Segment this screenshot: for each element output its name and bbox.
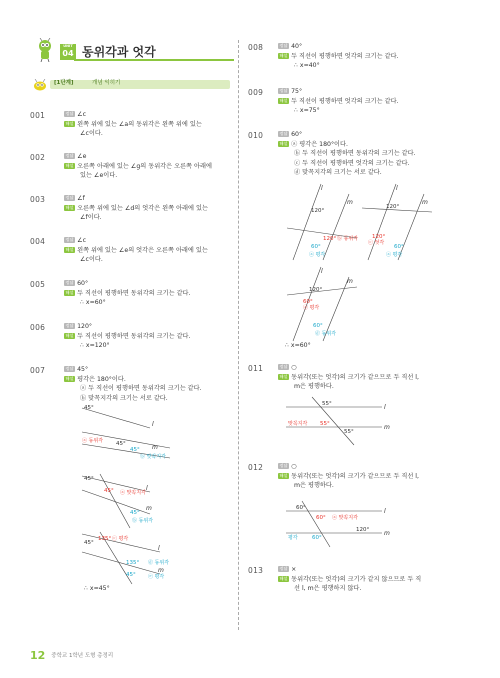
answer-text: 60° bbox=[77, 280, 89, 287]
explain-conclusion: ∴ x=75° bbox=[294, 107, 320, 115]
explain-line: ∠f이다. bbox=[80, 214, 102, 222]
explain-tag: 해설 bbox=[65, 204, 74, 210]
angle-label: 135° bbox=[126, 560, 140, 566]
problem-number: 009 bbox=[248, 88, 264, 97]
explain-tag: 해설 bbox=[65, 332, 74, 338]
problem-number: 012 bbox=[248, 463, 264, 472]
angle-note: ⓒ 평각 bbox=[112, 536, 129, 542]
angle-label: 60° bbox=[303, 299, 313, 305]
angle-label: 45° bbox=[116, 441, 126, 447]
answer-tag: 정답 bbox=[65, 237, 74, 242]
line-m-label: m bbox=[384, 530, 390, 537]
problem-body bbox=[64, 152, 222, 181]
angle-label: 60° bbox=[316, 515, 326, 521]
line-l-label: l bbox=[384, 404, 386, 411]
problem-body bbox=[278, 565, 436, 594]
problem-body bbox=[64, 279, 222, 308]
angle-label: 120° bbox=[372, 234, 386, 240]
explain-line: 오른쪽 위에 있는 ∠d의 엇각은 왼쪽 아래에 있는 bbox=[77, 204, 208, 212]
problem-body bbox=[64, 322, 222, 351]
answer-text: ∠c bbox=[77, 111, 87, 118]
angle-label: 55° bbox=[320, 421, 330, 427]
explain-line: 있는 ∠e이다. bbox=[80, 172, 118, 180]
problem-body bbox=[64, 194, 222, 223]
parallel-lines-diagram bbox=[360, 182, 435, 262]
problem-number: 011 bbox=[248, 364, 264, 373]
explain-line: 두 직선이 평행하면 동위각의 크기는 같다. bbox=[77, 289, 191, 297]
problem-body bbox=[278, 462, 436, 491]
answer-text: ○ bbox=[291, 463, 297, 470]
angle-note: ⓐ 동위각 bbox=[82, 438, 104, 444]
line-l-label: l bbox=[396, 185, 398, 192]
explain-line: ⓒ 두 직선이 평행하면 엇각의 크기는 같다. bbox=[294, 159, 410, 167]
line-m-label: m bbox=[347, 278, 353, 285]
angle-label: 45° bbox=[130, 510, 140, 516]
answer-tag: 정답 bbox=[65, 366, 74, 371]
line-m-label: m bbox=[146, 505, 152, 512]
unit-badge bbox=[60, 44, 76, 60]
answer-tag: 정답 bbox=[279, 463, 288, 468]
line-m-label: m bbox=[422, 199, 428, 206]
angle-label: 45° bbox=[104, 488, 114, 494]
unit-badge-number: 04 bbox=[62, 49, 74, 58]
problem-number: 007 bbox=[30, 366, 46, 375]
explain-conclusion: ∴ x=40° bbox=[294, 62, 320, 70]
angle-label: 60° bbox=[312, 535, 322, 541]
conclusion-text: ∴ x=60° bbox=[285, 342, 311, 349]
parallel-lines-diagram bbox=[285, 182, 360, 262]
angle-label: 45° bbox=[130, 447, 140, 453]
answer-tag: 정답 bbox=[65, 111, 74, 116]
problem-body bbox=[64, 365, 222, 403]
explain-line: ⓑ 두 직선이 평행하면 동위각의 크기는 같다. bbox=[294, 150, 416, 158]
problem-body bbox=[278, 363, 436, 392]
answer-text: ○ bbox=[291, 364, 297, 371]
page-number: 12 bbox=[30, 649, 46, 662]
explain-line: 동위각(또는 엇각)의 크기가 같으므로 두 직선 l, bbox=[291, 472, 419, 480]
angle-note: ⓐ 평각 bbox=[303, 305, 320, 311]
angle-label: 55° bbox=[322, 401, 332, 407]
page-title: 동위각과 엇각 bbox=[82, 45, 156, 59]
angle-label: 60° bbox=[394, 244, 404, 250]
problem-number: 003 bbox=[30, 195, 46, 204]
problem-body bbox=[278, 87, 436, 116]
explain-tag: 해설 bbox=[279, 472, 288, 478]
angle-label: 45° bbox=[84, 476, 94, 482]
answer-text: × bbox=[291, 566, 297, 573]
parallel-lines-diagram bbox=[285, 265, 360, 343]
explain-line: ∠c이다. bbox=[80, 130, 103, 138]
problem-body bbox=[64, 236, 222, 265]
explain-line: 두 직선이 평행하면 엇각의 크기는 같다. bbox=[291, 52, 399, 60]
answer-tag: 정답 bbox=[65, 153, 74, 158]
conclusion-text: ∴ x=45° bbox=[84, 585, 110, 592]
answer-text: ∠c bbox=[77, 237, 87, 244]
angle-label: 135° bbox=[98, 536, 112, 542]
line-l-label: l bbox=[152, 421, 154, 428]
angle-label: 45° bbox=[126, 572, 136, 578]
answer-tag: 정답 bbox=[279, 43, 288, 48]
explain-tag: 해설 bbox=[65, 289, 74, 295]
angle-label: 45° bbox=[84, 540, 94, 546]
step-bar bbox=[30, 78, 230, 92]
bug-icon bbox=[32, 79, 48, 91]
explain-tag: 해설 bbox=[65, 375, 74, 381]
parallel-lines-diagram bbox=[80, 530, 190, 586]
explain-line: m은 평행하다. bbox=[294, 383, 334, 391]
angle-note: 맞꼭지각 bbox=[288, 421, 308, 427]
explain-line: 동위각(또는 엇각)의 크기가 같으므로 두 직선 l, bbox=[291, 373, 419, 381]
angle-note: ⓓ 동위각 bbox=[148, 560, 170, 566]
answer-text: 60° bbox=[291, 131, 303, 138]
line-l-label: l bbox=[146, 485, 148, 492]
angle-note: ⓐ 평각 bbox=[386, 252, 403, 258]
angle-label: 120° bbox=[356, 527, 370, 533]
explain-tag: 해설 bbox=[65, 120, 74, 126]
mascot-icon bbox=[34, 38, 56, 62]
angle-note: ⓐ 맞꼭지각 bbox=[332, 515, 358, 521]
problem-number: 006 bbox=[30, 323, 46, 332]
angle-note: 평각 bbox=[288, 535, 298, 541]
step-label: [1단계] bbox=[54, 80, 74, 86]
explain-line: 두 직선이 평행하면 동위각의 크기는 같다. bbox=[77, 332, 191, 340]
parallel-lines-diagram bbox=[282, 497, 392, 549]
line-m-label: m bbox=[384, 424, 390, 431]
answer-tag: 정답 bbox=[65, 280, 74, 285]
answer-text: ∠e bbox=[77, 153, 87, 160]
answer-text: 75° bbox=[291, 88, 303, 95]
explain-line: m은 평행하다. bbox=[294, 482, 334, 490]
figure-011 bbox=[282, 395, 392, 447]
angle-note: ⓓ 동위각 bbox=[315, 331, 337, 337]
section-header bbox=[30, 34, 230, 64]
step-strip bbox=[50, 80, 230, 89]
explain-conclusion: ∴ x=60° bbox=[80, 299, 106, 307]
angle-label: 55° bbox=[344, 429, 354, 435]
figure-010a bbox=[285, 182, 360, 262]
answer-text: 45° bbox=[77, 366, 89, 373]
problem-number: 010 bbox=[248, 131, 264, 140]
line-l-label: l bbox=[321, 185, 323, 192]
problem-number: 004 bbox=[30, 237, 46, 246]
explain-line: 왼쪽 위에 있는 ∠a의 동위각은 왼쪽 위에 있는 bbox=[77, 120, 202, 128]
angle-note: ⓐ 평각 bbox=[309, 252, 326, 258]
explain-tag: 해설 bbox=[65, 162, 74, 168]
explain-tag: 해설 bbox=[279, 140, 288, 146]
angle-label: 60° bbox=[311, 244, 321, 250]
explain-line: ⓓ 맞꼭지각의 크기는 서로 같다. bbox=[294, 169, 382, 177]
answer-text: 120° bbox=[77, 323, 92, 330]
line-l-label: l bbox=[384, 508, 386, 515]
explain-line: 선 l, m은 평행하지 않다. bbox=[294, 585, 362, 593]
answer-tag: 정답 bbox=[279, 88, 288, 93]
explain-line: 왼쪽 위에 있는 ∠e의 엇각은 오른쪽 아래에 있는 bbox=[77, 246, 208, 254]
angle-note: ⓔ 평각 bbox=[148, 574, 165, 580]
column-divider bbox=[238, 40, 239, 630]
line-l-label: l bbox=[321, 268, 323, 275]
explain-line: 동위각(또는 엇각)의 크기가 같지 않으므로 두 직 bbox=[291, 575, 422, 583]
problem-010-conclusion bbox=[285, 341, 311, 351]
angle-note: ⓑ 맞꼭지각 bbox=[140, 454, 166, 460]
parallel-lines-diagram bbox=[80, 402, 190, 464]
answer-tag: 정답 bbox=[279, 364, 288, 369]
explain-tag: 해설 bbox=[279, 575, 288, 581]
problem-body bbox=[278, 42, 436, 71]
explain-line: ⓑ 맞꼭지각의 크기는 서로 같다. bbox=[80, 394, 168, 402]
angle-label: 120° bbox=[323, 236, 337, 242]
figure-007b bbox=[80, 470, 190, 532]
angle-note: ⓒ 엇각 bbox=[368, 240, 385, 246]
problem-number: 002 bbox=[30, 153, 46, 162]
explain-line: ∠c이다. bbox=[80, 256, 103, 264]
figure-007a bbox=[80, 402, 190, 464]
book-title: 중학교 1학년 도형 총정리 bbox=[51, 653, 114, 659]
step-subtitle: 개념 익히기 bbox=[92, 80, 121, 86]
answer-tag: 정답 bbox=[279, 131, 288, 136]
figure-010c bbox=[285, 265, 360, 343]
page-footer bbox=[30, 647, 113, 664]
explain-tag: 해설 bbox=[65, 246, 74, 252]
problem-body bbox=[278, 130, 436, 178]
explain-line: ⓐ 두 직선이 평행하면 동위각의 크기는 같다. bbox=[80, 385, 202, 393]
angle-label: 120° bbox=[386, 204, 400, 210]
angle-label: 45° bbox=[84, 405, 94, 411]
problem-007-conclusion bbox=[84, 584, 110, 594]
parallel-lines-diagram bbox=[282, 395, 392, 447]
answer-tag: 정답 bbox=[65, 323, 74, 328]
explain-tag: 해설 bbox=[279, 97, 288, 103]
explain-line: ⓐ 평각은 180°이다. bbox=[291, 140, 348, 148]
line-m-label: m bbox=[152, 444, 158, 451]
header-rule bbox=[74, 59, 234, 61]
problem-number: 008 bbox=[248, 43, 264, 52]
figure-012 bbox=[282, 497, 392, 549]
explain-conclusion: ∴ x=120° bbox=[80, 342, 110, 350]
angle-label: 60° bbox=[296, 505, 306, 511]
answer-tag: 정답 bbox=[279, 566, 288, 571]
problem-number: 005 bbox=[30, 280, 46, 289]
angle-note: ⓑ 동위각 bbox=[337, 236, 359, 242]
angle-label: 60° bbox=[313, 323, 323, 329]
parallel-lines-diagram bbox=[80, 470, 190, 532]
angle-label: 120° bbox=[311, 208, 325, 214]
explain-tag: 해설 bbox=[279, 52, 288, 58]
problem-number: 013 bbox=[248, 566, 264, 575]
problem-body bbox=[64, 110, 222, 139]
explain-tag: 해설 bbox=[279, 373, 288, 379]
angle-note: ⓐ 맞꼭지각 bbox=[120, 490, 146, 496]
answer-text: ∠f bbox=[77, 195, 85, 202]
line-l-label: l bbox=[158, 545, 160, 552]
line-m-label: m bbox=[158, 567, 164, 574]
answer-tag: 정답 bbox=[65, 195, 74, 200]
explain-line: 평각은 180°이다. bbox=[77, 375, 126, 383]
answer-text: 40° bbox=[291, 43, 303, 50]
figure-007c bbox=[80, 530, 190, 586]
angle-label: 120° bbox=[309, 287, 323, 293]
explain-line: 오른쪽 아래에 있는 ∠g의 동위각은 오른쪽 아래에 bbox=[77, 162, 212, 170]
angle-note: ⓑ 동위각 bbox=[132, 518, 154, 524]
figure-010b bbox=[360, 182, 435, 262]
problem-number: 001 bbox=[30, 111, 46, 120]
explain-line: 두 직선이 평행하면 엇각의 크기는 같다. bbox=[291, 97, 399, 105]
unit-badge-label: UNIT bbox=[63, 44, 73, 48]
line-m-label: m bbox=[347, 199, 353, 206]
